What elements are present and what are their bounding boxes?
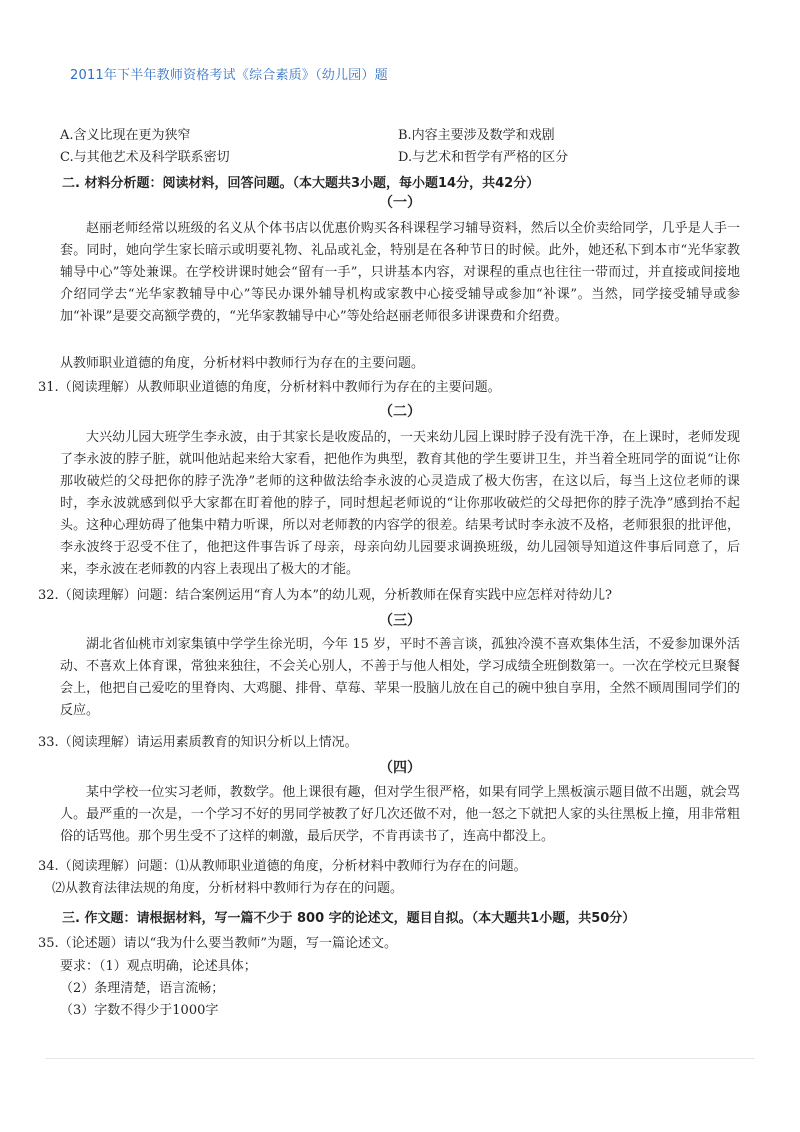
section-heading-essay: 三. 作文题：请根据材料，写一篇不少于 800 字的论述文，题目自拟。（本大题共1小题，共50分） — [62, 911, 636, 926]
page-title: 2011年下半年教师资格考试《综合素质》（幼儿园）题 — [70, 68, 388, 83]
case-paragraph-1: 赵丽老师经常以班级的名义从个体书店以优惠价购买各科课程学习辅导资料，然后以全价卖给同学，几乎是人手一套。同时，她向学生家长暗示或明要礼物、礼品或礼金，特别是在各种节日的时候。此外，她还私下到本市“光华家教辅导中心”等处兼课。在学校讲课时她会“留有一手”，只讲基本内容，对课程的重点也往往一带而过，并直接或间接地介绍同学去“光华家教辅导中心”等民办课外辅导机构或家教中心接受辅导或参加“补课”。当然，同学接受辅导或参加“补课”是要交高额学费的，“光华家教辅导中心”等处给赵丽老师很多讲课费和介绍费。 — [60, 221, 740, 324]
options-row-2 — [60, 146, 760, 166]
question-32: 32.（阅读理解）问题：结合案例运用“育人为本”的幼儿观，分析教师在保育实践中应怎样对待幼儿? — [38, 588, 612, 603]
requirement-2: （2）条理清楚，语言流畅； — [60, 981, 225, 996]
footer-divider — [45, 1058, 755, 1059]
case-paragraph-4: 某中学校一位实习老师，教数学。他上课很有趣，但对学生很严格，如果有同学上黑板演示题目做不出题，就会骂人。最严重的一次是，一个学习不好的男同学被教了好几次还做不对，他一怒之下就把人家的头往黑板上撞，用非常粗俗的话骂他。那个男生受不了这样的刺激，最后厌学，不肯再读书了，连高中都没上。 — [60, 785, 740, 844]
option-b: B.内容主要涉及数学和戏剧 — [398, 128, 555, 143]
options-row-1 — [60, 124, 760, 144]
case-label-4: （四） — [379, 760, 421, 776]
requirement-3: （3）字数不得少于1000字 — [60, 1003, 219, 1018]
option-c: C.与其他艺术及科学联系密切 — [60, 150, 230, 165]
question-33: 33.（阅读理解）请运用素质教育的知识分析以上情况。 — [38, 735, 358, 750]
requirement-1: 要求：（1）观点明确，论述具体； — [60, 959, 257, 974]
option-a: A.含义比现在更为狭窄 — [60, 128, 191, 143]
question-34: 34.（阅读理解）问题：⑴从教师职业道德的角度，分析材料中教师行为存在的问题。 — [38, 859, 527, 874]
option-d: D.与艺术和哲学有严格的区分 — [398, 150, 569, 165]
question-35: 35.（论述题）请以“我为什么要当教师”为题，写一篇论述文。 — [38, 936, 397, 951]
case-label-3: （三） — [379, 613, 421, 629]
case-paragraph-3: 湖北省仙桃市刘家集镇中学学生徐光明，今年 15 岁，平时不善言谈，孤独冷漠不喜欢集体生活，不爱参加课外活动、不喜欢上体育课，常独来独往，不会关心别人，不善于与他人相处，学习成绩全班倒数第一。一次在学校元旦聚餐会上，他把自己爱吃的里脊肉、大鸡腿、排骨、草莓、苹果一股脑儿放在自己的碗中独自享用，全然不顾周围同学们的反应。 — [60, 637, 740, 718]
question-31: 31.（阅读理解）从教师职业道德的角度，分析材料中教师行为存在的主要问题。 — [38, 380, 501, 395]
case-paragraph-2: 大兴幼儿园大班学生李永波，由于其家长是收废品的，一天来幼儿园上课时脖子没有洗干净，在上课时，老师发现了李永波的脖子脏，就叫他站起来给大家看，把他作为典型，教育其他的学生要讲卫生，并当着全班同学的面说“让你那收破烂的父母把你的脖子洗净”老师的这种做法给李永波的心灵造成了极大伤害，在这以后，每当上这位老师的课时，李永波就感到似乎大家都在盯着他的脖子，同时想起老师说的“让你那收破烂的父母把你的脖子洗净”感到抬不起头。这种心理妨碍了他集中精力听课，所以对老师教的内容学的很差。结果考试时李永波不及格，老师狠狠的批评他，李永波终于忍受不住了，他把这件事告诉了母亲，母亲向幼儿园要求调换班级，幼儿园领导知道这件事后同意了，后来，李永波在老师教的内容上表现出了极大的才能。 — [60, 430, 740, 577]
case-extra-1: 从教师职业道德的角度，分析材料中教师行为存在的主要问题。 — [60, 356, 425, 371]
case-label-2: （二） — [379, 404, 421, 420]
case-label-1: （一） — [379, 195, 421, 211]
section-heading-material: 二. 材料分析题：阅读材料，回答问题。（本大题共3小题，每小题14分，共42分） — [62, 176, 540, 191]
question-34-part-2: ⑵从教育法律法规的角度，分析材料中教师行为存在的问题。 — [52, 881, 404, 896]
